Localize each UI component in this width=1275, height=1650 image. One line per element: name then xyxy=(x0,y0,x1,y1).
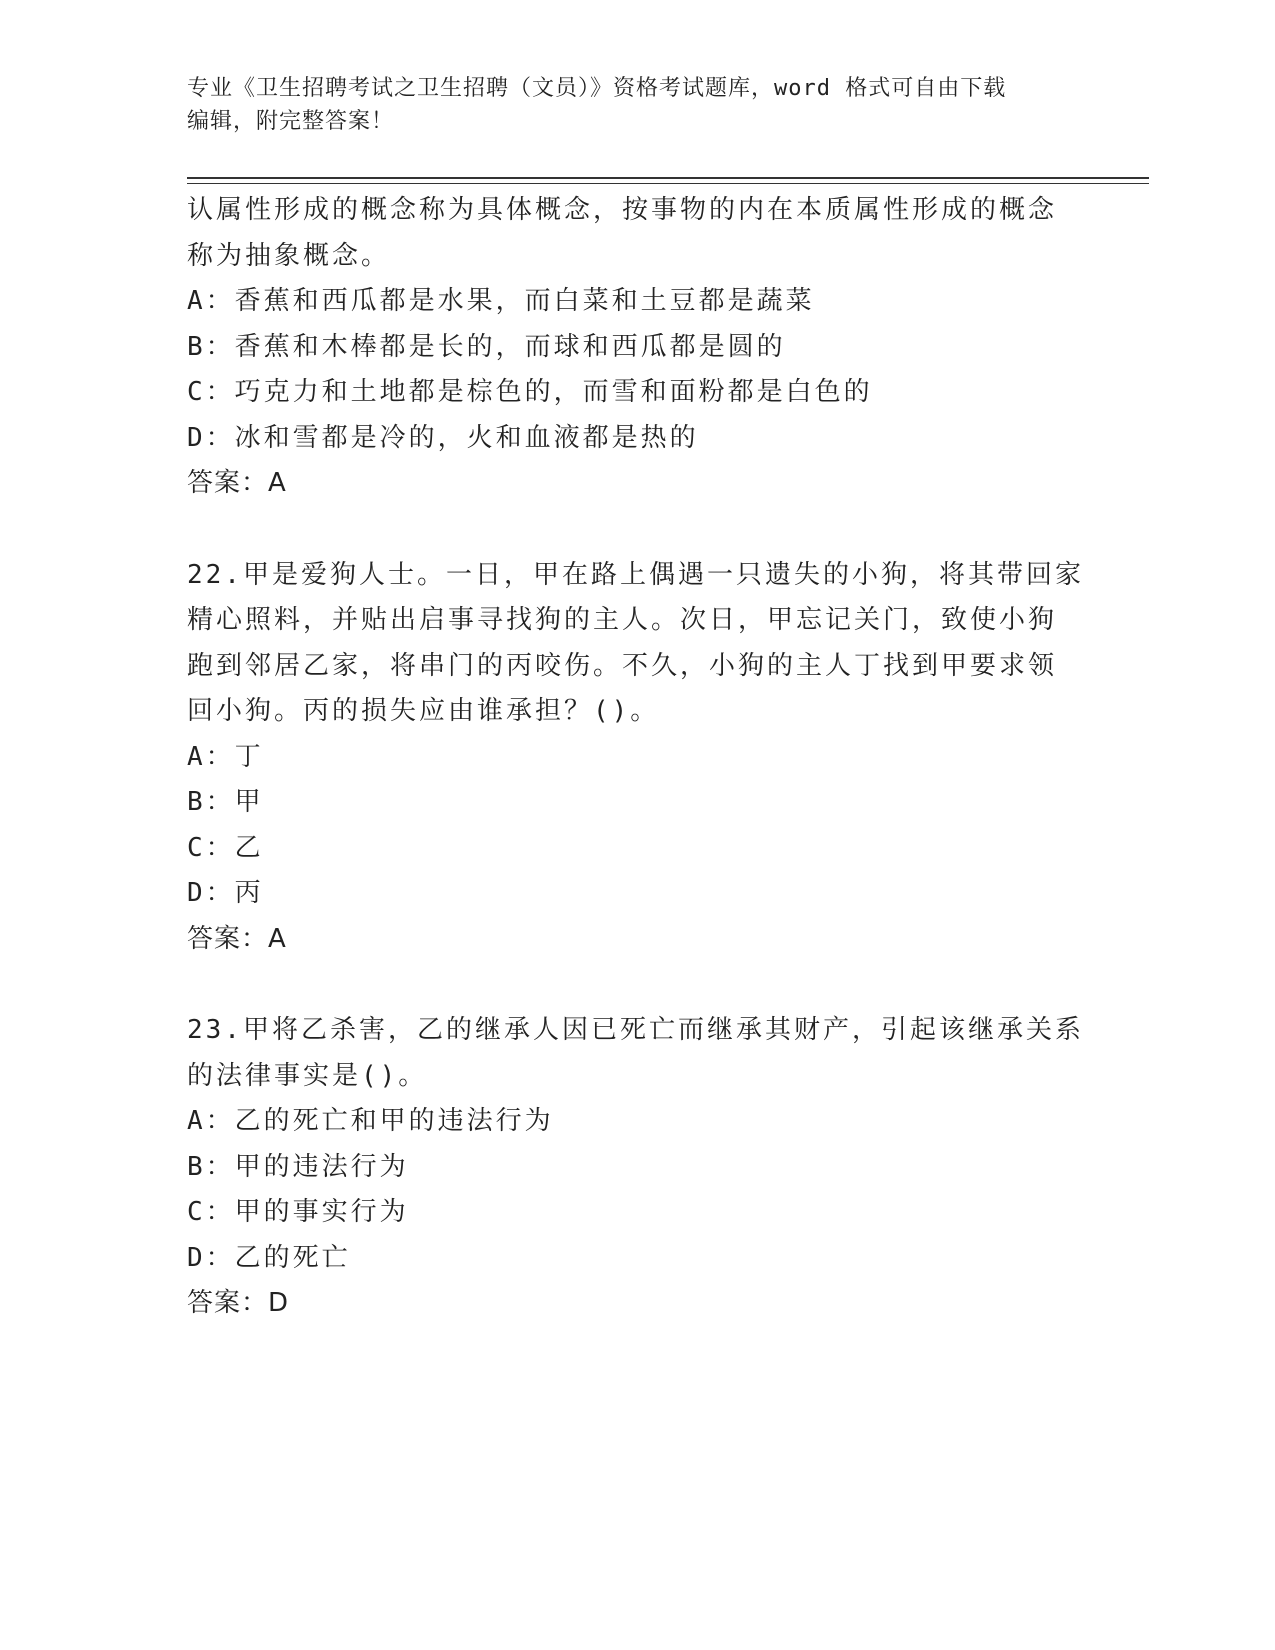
question-text-line: 精心照料，并贴出启事寻找狗的主人。次日，甲忘记关门，致使小狗 xyxy=(187,605,1058,635)
option-d: D：冰和雪都是冷的，火和血液都是热的 xyxy=(187,422,699,453)
question-22 xyxy=(187,553,1087,963)
document-body xyxy=(187,188,1087,1327)
option-d: D：丙 xyxy=(187,878,264,908)
document-header xyxy=(187,72,1087,138)
option-b: B：甲的违法行为 xyxy=(187,1151,409,1182)
option-c: C：甲的事实行为 xyxy=(187,1197,409,1227)
option-a: A：丁 xyxy=(187,741,264,772)
question-text-line: 称为抽象概念。 xyxy=(187,240,391,271)
question-text-line: 回小狗。丙的损失应由谁承担？()。 xyxy=(187,696,660,726)
question-continuation xyxy=(187,188,1087,507)
header-line-1: 专业《卫生招聘考试之卫生招聘（文员）》资格考试题库，word 格式可自由下载 xyxy=(187,76,1007,101)
question-text-line: 的法律事实是()。 xyxy=(187,1060,428,1091)
answer-line: 答案：D xyxy=(187,1288,290,1318)
option-d: D：乙的死亡 xyxy=(187,1242,351,1273)
header-rule-thin xyxy=(187,183,1149,184)
spacer xyxy=(187,507,1087,553)
spacer xyxy=(187,962,1087,1008)
header-line-2: 编辑，附完整答案！ xyxy=(187,109,395,134)
answer-line: 答案：A xyxy=(187,923,287,954)
question-text-line: 22.甲是爱狗人士。一日，甲在路上偶遇一只遗失的小狗，将其带回家 xyxy=(187,559,1084,590)
option-c: C：巧克力和土地都是棕色的，而雪和面粉都是白色的 xyxy=(187,377,873,407)
question-text-line: 23.甲将乙杀害，乙的继承人因已死亡而继承其财产，引起该继承关系 xyxy=(187,1015,1084,1045)
option-c: C：乙 xyxy=(187,832,264,863)
question-text-line: 跑到邻居乙家，将串门的丙咬伤。不久，小狗的主人丁找到甲要求领 xyxy=(187,650,1058,681)
question-text-line: 认属性形成的概念称为具体概念，按事物的内在本质属性形成的概念 xyxy=(187,195,1058,225)
option-a: A：香蕉和西瓜都是水果，而白菜和土豆都是蔬菜 xyxy=(187,286,815,316)
header-rule-thick xyxy=(187,177,1149,179)
answer-line: 答案：A xyxy=(187,468,287,498)
option-b: B：香蕉和木棒都是长的，而球和西瓜都是圆的 xyxy=(187,331,786,362)
option-a: A：乙的死亡和甲的违法行为 xyxy=(187,1106,554,1136)
question-23 xyxy=(187,1008,1087,1327)
option-b: B：甲 xyxy=(187,787,264,817)
